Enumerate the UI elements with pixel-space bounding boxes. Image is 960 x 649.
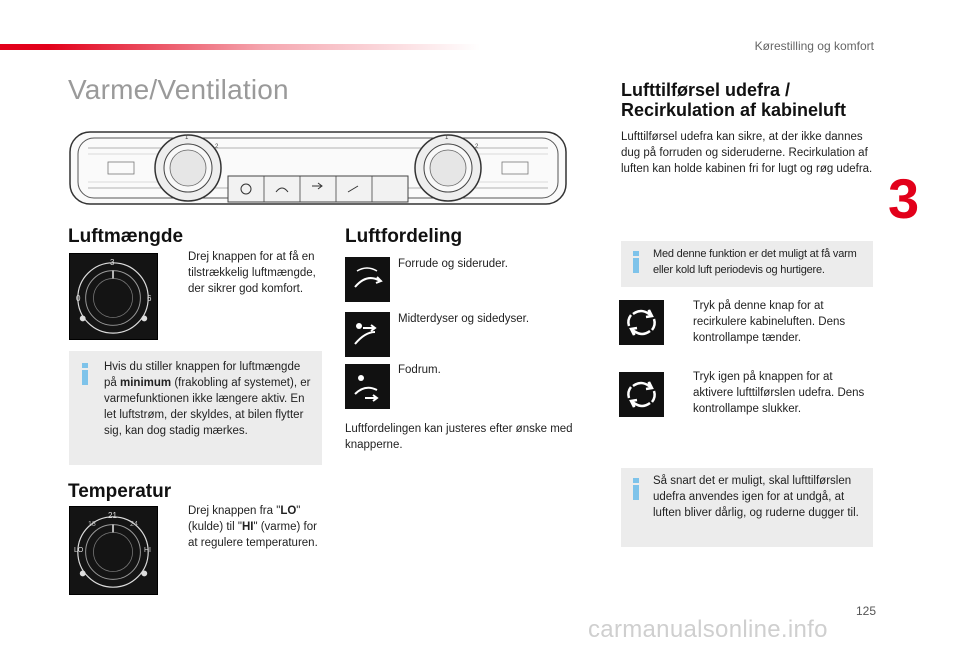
info-icon [633, 478, 639, 500]
recirculation-heading [621, 80, 846, 120]
recirculation-heading-line2: Recirkulation af kabineluft [621, 100, 847, 120]
dial-label-top: 3 [110, 258, 115, 267]
left-dial-mark: 2 [215, 144, 219, 150]
climate-control-panel-illustration [68, 126, 568, 210]
chapter-number: 3 [888, 167, 920, 230]
right-dial-mark: 1 [445, 135, 449, 141]
temp-label-high-mid: 24 [130, 521, 138, 528]
air-flow-dial-photo [69, 253, 158, 340]
recirculation-intro: Lufttilførsel udefra kan sikre, at der ikke dannes dug på forruden og sideruderne. Recirkulation af luften kan holde kabinen fri for lugt og røg udefra. [621, 131, 873, 175]
distribution-label-footwell: Fodrum. [398, 364, 441, 376]
luftmaengde-info-text: Hvis du stiller knappen for luftmængde på minimum (frakobling af systemet), er varmefunktionen ikke længere aktiv. En let luftstrøm, der skyldes, at bilen flytter sig, kan dog stadig mærkes. [104, 361, 311, 437]
luftfordeling-heading: Luftfordeling [345, 226, 463, 247]
luftmaengde-bullet [172, 249, 328, 297]
temperatur-bullet-text: Drej knappen fra "LO" (kulde) til "HI" (varme) for at regulere temperaturen. [188, 505, 318, 549]
windshield-defrost-icon [345, 257, 390, 302]
recirculation-on-bullet [677, 298, 867, 346]
recirculation-button-icon [619, 300, 664, 345]
distribution-label-windshield: Forrude og sideruder. [398, 258, 508, 270]
recirculation-info-box-2 [621, 468, 873, 547]
face-vent-icon [345, 312, 390, 357]
temperature-dial-photo [69, 506, 158, 595]
info-icon [633, 251, 639, 273]
luftmaengde-heading: Luftmængde [68, 226, 184, 247]
recirculation-info-text-2: Så snart det er muligt, skal lufttilførslen udefra anvendes igen for at undgå, at luften bliver dårlig, og ruderne dugger til. [653, 475, 859, 519]
temperatur-bullet [172, 503, 328, 551]
temp-label-low-mid: 18 [88, 521, 96, 528]
temp-label-hi: HI [144, 547, 151, 554]
page-number: 125 [856, 604, 877, 618]
recirculation-off-text: Tryk igen på knappen for at aktivere lufttilførslen udefra. Dens kontrollampe slukker. [693, 371, 865, 415]
luftmaengde-bullet-text: Drej knappen for at få en tilstrækkelig luftmængde, der sikrer god komfort. [188, 251, 316, 295]
luftfordeling-note: Luftfordelingen kan justeres efter ønske med knapperne. [345, 423, 573, 451]
recirculation-heading-line1: Lufttilførsel udefra / [621, 80, 791, 100]
header-accent-bar [0, 44, 480, 50]
left-dial-mark: 1 [185, 135, 189, 141]
distribution-label-face-vents: Midterdyser og sidedyser. [398, 313, 530, 325]
dial-label-right: 6 [147, 294, 152, 303]
recirculation-info-text-1: Med denne funktion er det muligt at få varm eller kold luft periodevis og hurtigere. [653, 248, 857, 276]
page-title: Varme/Ventilation [68, 74, 289, 105]
temp-label-top: 21 [108, 511, 117, 520]
luftmaengde-info-box [69, 351, 322, 465]
footwell-icon [345, 364, 390, 409]
temperatur-heading: Temperatur [68, 481, 172, 502]
temp-label-lo: LO [74, 547, 84, 554]
watermark: carmanualsonline.info [588, 616, 828, 643]
info-icon [82, 363, 88, 385]
section-header: Kørestilling og komfort [754, 39, 874, 53]
dial-label-left: 0 [76, 294, 81, 303]
recirculation-on-text: Tryk på denne knap for at recirkulere kabineluften. Dens kontrollampe tænder. [693, 300, 846, 344]
recirculation-button-icon-2 [619, 372, 664, 417]
recirculation-info-box-1 [621, 241, 873, 287]
recirculation-off-bullet [677, 369, 867, 417]
right-dial-mark: 2 [475, 144, 479, 150]
